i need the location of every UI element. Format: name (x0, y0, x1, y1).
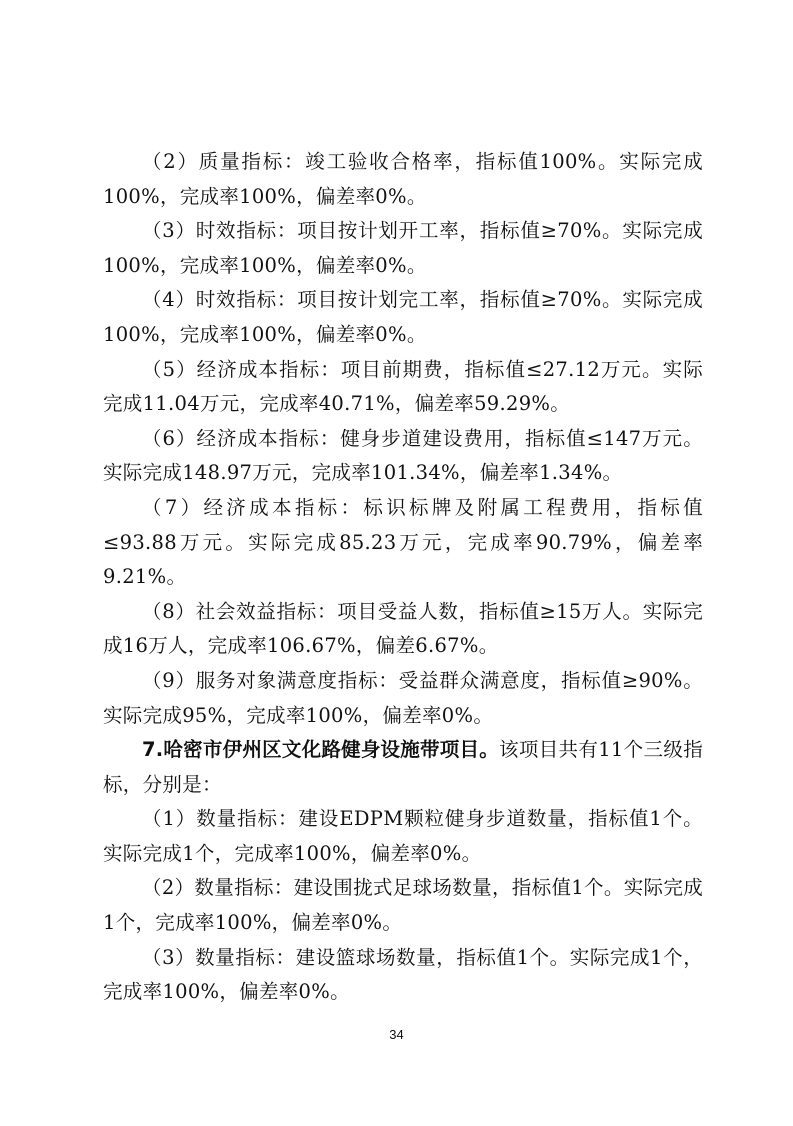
paragraph-text: 该项目共有11个三级指标，分别是： (103, 738, 703, 796)
paragraph-quality-indicator (103, 145, 703, 214)
project-title: 7.哈密市伊州区文化路健身设施带项目。 (142, 738, 500, 762)
paragraph-cost-preliminary (103, 353, 703, 422)
paragraph-text: （2）质量指标：竣工验收合格率，指标值100%。实际完成100%，完成率100%，偏差率0%。 (103, 150, 703, 208)
paragraph-social-benefit (103, 595, 703, 664)
page-number: 34 (389, 1027, 404, 1042)
paragraph-text: （9）服务对象满意度指标：受益群众满意度，指标值≥90%。实际完成95%，完成率100%，偏差率0%。 (103, 668, 703, 727)
paragraph-text: （3）时效指标：项目按计划开工率，指标值≥70%。实际完成100%，完成率100%，偏差率0%。 (103, 219, 703, 277)
paragraph-text: （7）经济成本指标：标识标牌及附属工程费用，指标值≤93.88万元。实际完成85.23万元，完成率90.79%，偏差率9.21%。 (103, 495, 703, 589)
paragraph-cost-trail (103, 422, 703, 491)
paragraph-quantity-football (103, 871, 703, 940)
paragraph-satisfaction (103, 664, 703, 733)
paragraph-timeliness-start (103, 214, 703, 283)
paragraph-text: （1）数量指标：建设EDPM颗粒健身步道数量，指标值1个。实际完成1个，完成率100%，偏差率0%。 (103, 807, 703, 865)
paragraph-project-heading (103, 733, 703, 802)
paragraph-text: （3）数量指标：建设篮球场数量，指标值1个。实际完成1个，完成率100%，偏差率0%。 (103, 945, 703, 1004)
paragraph-timeliness-finish (103, 283, 703, 352)
paragraph-text: （5）经济成本指标：项目前期费，指标值≤27.12万元。实际完成11.04万元，完成率40.71%，偏差率59.29%。 (103, 357, 703, 416)
paragraph-quantity-basketball (103, 941, 703, 1010)
paragraph-text: （8）社会效益指标：项目受益人数，指标值≥15万人。实际完成16万人，完成率106.67%，偏差6.67%。 (103, 599, 703, 658)
paragraph-quantity-trail (103, 802, 703, 871)
paragraph-text: （2）数量指标：建设围拢式足球场数量，指标值1个。实际完成1个，完成率100%，偏差率0%。 (103, 876, 703, 935)
paragraph-text: （6）经济成本指标：健身步道建设费用，指标值≤147万元。实际完成148.97万元，完成率101.34%，偏差率1.34%。 (103, 426, 703, 485)
paragraph-text: （4）时效指标：项目按计划完工率，指标值≥70%。实际完成100%，完成率100%，偏差率0%。 (103, 288, 703, 346)
document-body (103, 145, 703, 1010)
paragraph-cost-signage (103, 491, 703, 595)
